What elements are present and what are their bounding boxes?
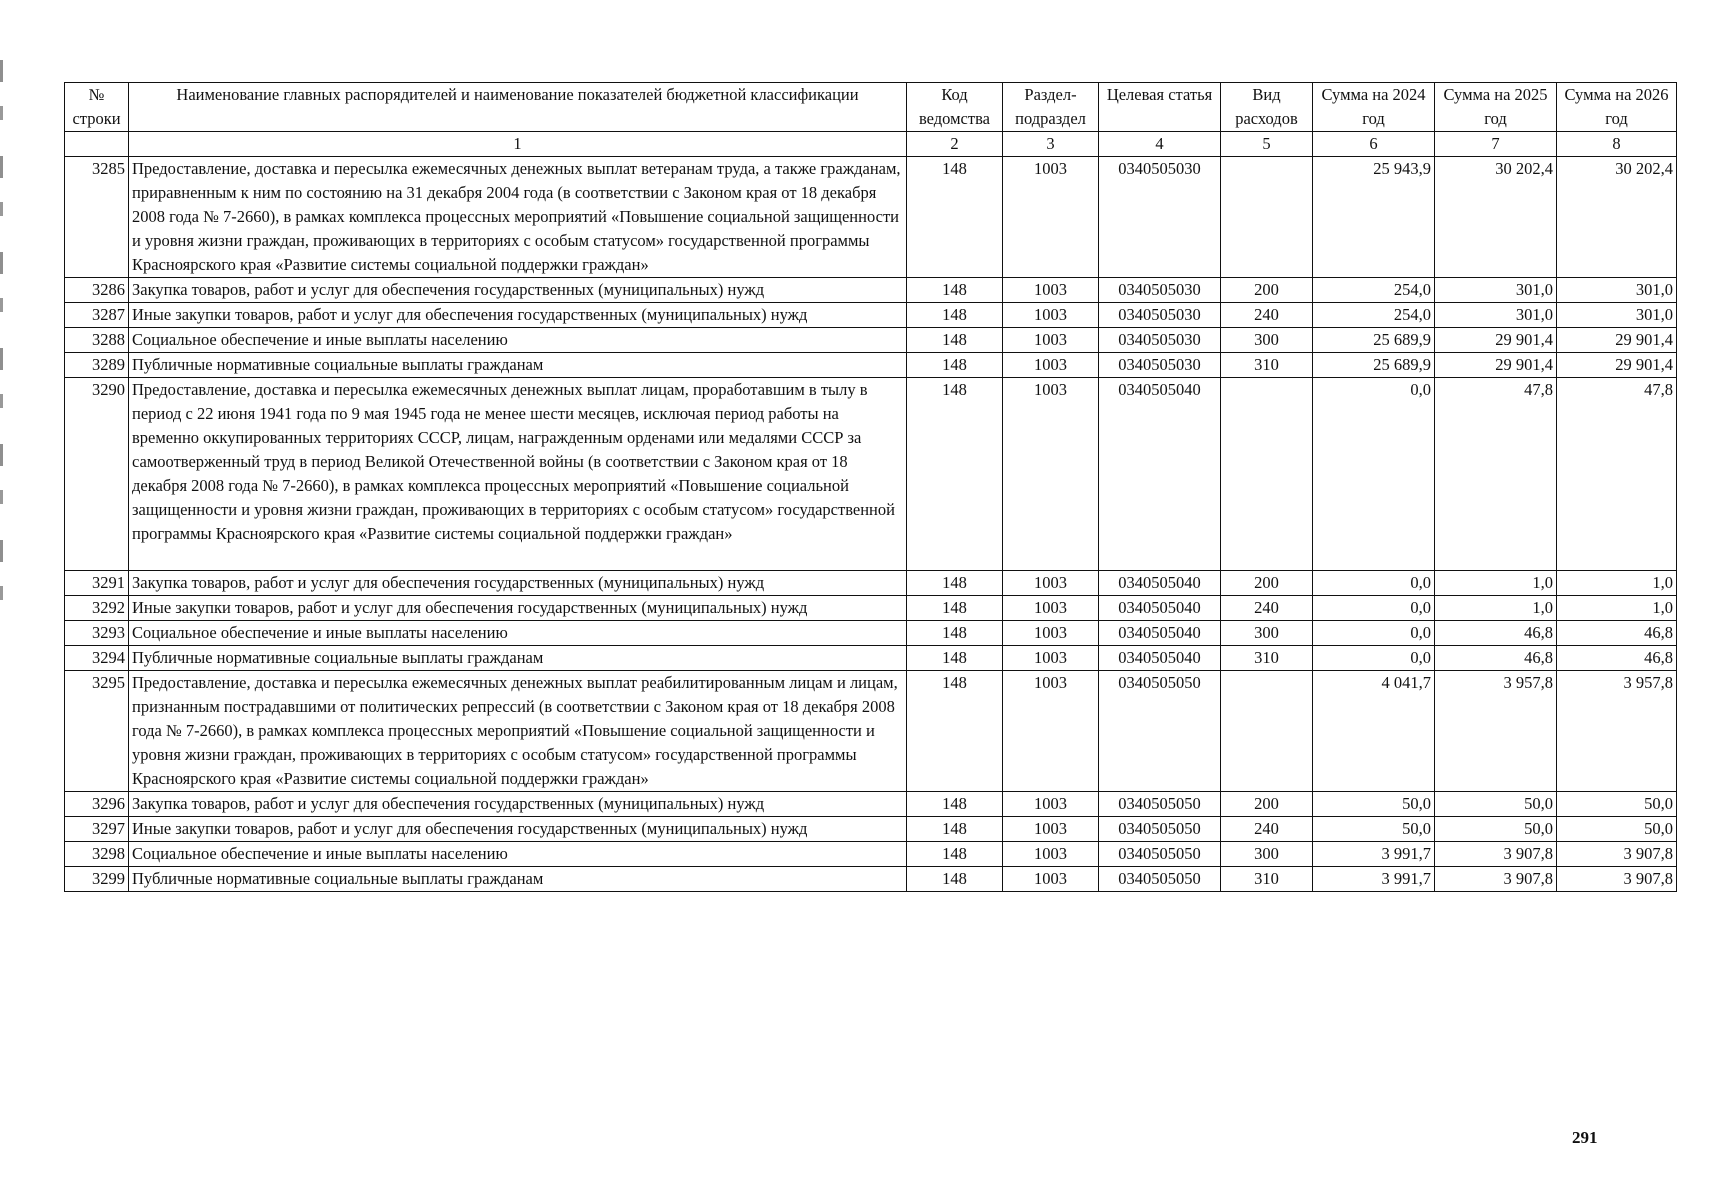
row-sum-2024: 25 943,9: [1313, 157, 1435, 278]
header-sum-2024: Сумма на 2024 год: [1313, 83, 1435, 132]
row-expense-type: [1221, 671, 1313, 792]
table-row: [65, 353, 1677, 378]
row-sum-2026: 46,8: [1557, 621, 1677, 646]
row-name: Предоставление, доставка и пересылка ежемесячных денежных выплат лицам, проработавшим в тылу в период с 22 июня 1941 года по 9 мая 1945 года не менее шести месяцев, исключая период работы на временно оккупированных территориях СССР, лицам, награжденным орденами или медалями СССР за самоотверженный труд в период Великой Отечественной войны (в соответствии с Законом края от 18 декабря 2008 года № 7-2660), в рамках комплекса процессных мероприятий «Повышение социальной защищенности и уровня жизни граждан, проживающих в территориях с особым статусом» государственной программы Красноярского края «Развитие системы социальной поддержки граждан»: [129, 378, 907, 571]
row-department-code: 148: [907, 842, 1003, 867]
row-target-article: 0340505030: [1099, 303, 1221, 328]
row-sum-2026: 29 901,4: [1557, 328, 1677, 353]
row-section: 1003: [1003, 328, 1099, 353]
row-sum-2026: 30 202,4: [1557, 157, 1677, 278]
table-row: [65, 842, 1677, 867]
row-department-code: 148: [907, 157, 1003, 278]
table-row: [65, 571, 1677, 596]
row-sum-2024: 0,0: [1313, 596, 1435, 621]
table-row: [65, 328, 1677, 353]
row-name: Иные закупки товаров, работ и услуг для обеспечения государственных (муниципальных) нужд: [129, 303, 907, 328]
row-section: 1003: [1003, 303, 1099, 328]
table-row: [65, 303, 1677, 328]
row-section: 1003: [1003, 621, 1099, 646]
row-target-article: 0340505030: [1099, 278, 1221, 303]
row-sum-2025: 50,0: [1435, 792, 1557, 817]
row-sum-2025: 29 901,4: [1435, 353, 1557, 378]
row-department-code: 148: [907, 303, 1003, 328]
row-sum-2024: 25 689,9: [1313, 328, 1435, 353]
row-sum-2026: 3 907,8: [1557, 867, 1677, 892]
row-number: 3293: [65, 621, 129, 646]
column-number: 3: [1003, 132, 1099, 157]
row-target-article: 0340505030: [1099, 353, 1221, 378]
row-name: Публичные нормативные социальные выплаты гражданам: [129, 646, 907, 671]
row-name: Закупка товаров, работ и услуг для обеспечения государственных (муниципальных) нужд: [129, 792, 907, 817]
table-row: [65, 621, 1677, 646]
row-department-code: 148: [907, 621, 1003, 646]
row-number: 3285: [65, 157, 129, 278]
table-header-row: [65, 83, 1677, 132]
row-sum-2025: 301,0: [1435, 278, 1557, 303]
row-sum-2026: 50,0: [1557, 792, 1677, 817]
column-number: 7: [1435, 132, 1557, 157]
table-row: [65, 157, 1677, 278]
row-expense-type: 310: [1221, 646, 1313, 671]
table-row: [65, 817, 1677, 842]
row-target-article: 0340505040: [1099, 571, 1221, 596]
table-row: [65, 671, 1677, 792]
row-department-code: 148: [907, 596, 1003, 621]
row-department-code: 148: [907, 328, 1003, 353]
row-name: Предоставление, доставка и пересылка ежемесячных денежных выплат реабилитированным лицам и лицам, признанным пострадавшими от политических репрессий (в соответствии с Законом края от 18 декабря 2008 года № 7-2660), в рамках комплекса процессных мероприятий «Повышение социальной защищенности и уровня жизни граждан, проживающих в территориях с особым статусом» государственной программы Красноярского края «Развитие системы социальной поддержки граждан»: [129, 671, 907, 792]
row-number: 3294: [65, 646, 129, 671]
row-expense-type: [1221, 378, 1313, 571]
row-number: 3290: [65, 378, 129, 571]
row-sum-2024: 50,0: [1313, 792, 1435, 817]
row-number: 3291: [65, 571, 129, 596]
budget-table: [64, 82, 1677, 892]
header-department-code: Код ведомства: [907, 83, 1003, 132]
row-sum-2024: 0,0: [1313, 378, 1435, 571]
row-sum-2026: 3 957,8: [1557, 671, 1677, 792]
row-sum-2025: 301,0: [1435, 303, 1557, 328]
row-number: 3297: [65, 817, 129, 842]
row-number: 3292: [65, 596, 129, 621]
column-number: 4: [1099, 132, 1221, 157]
header-sum-2026: Сумма на 2026 год: [1557, 83, 1677, 132]
row-target-article: 0340505050: [1099, 817, 1221, 842]
row-sum-2024: 25 689,9: [1313, 353, 1435, 378]
column-number: [65, 132, 129, 157]
row-department-code: 148: [907, 671, 1003, 792]
header-row-number: № строки: [65, 83, 129, 132]
row-expense-type: 240: [1221, 303, 1313, 328]
row-section: 1003: [1003, 671, 1099, 792]
row-expense-type: 240: [1221, 596, 1313, 621]
row-name: Публичные нормативные социальные выплаты гражданам: [129, 867, 907, 892]
row-target-article: 0340505050: [1099, 867, 1221, 892]
row-target-article: 0340505030: [1099, 328, 1221, 353]
row-sum-2025: 46,8: [1435, 621, 1557, 646]
header-sum-2025: Сумма на 2025 год: [1435, 83, 1557, 132]
row-sum-2024: 50,0: [1313, 817, 1435, 842]
row-target-article: 0340505040: [1099, 378, 1221, 571]
row-sum-2025: 29 901,4: [1435, 328, 1557, 353]
row-sum-2026: 50,0: [1557, 817, 1677, 842]
table-row: [65, 378, 1677, 571]
row-section: 1003: [1003, 842, 1099, 867]
row-department-code: 148: [907, 867, 1003, 892]
row-number: 3296: [65, 792, 129, 817]
row-sum-2024: 254,0: [1313, 278, 1435, 303]
row-number: 3289: [65, 353, 129, 378]
row-sum-2026: 301,0: [1557, 278, 1677, 303]
row-sum-2026: 1,0: [1557, 596, 1677, 621]
row-sum-2026: 301,0: [1557, 303, 1677, 328]
column-number: 2: [907, 132, 1003, 157]
row-department-code: 148: [907, 378, 1003, 571]
row-expense-type: 300: [1221, 621, 1313, 646]
row-number: 3295: [65, 671, 129, 792]
row-sum-2026: 29 901,4: [1557, 353, 1677, 378]
row-department-code: 148: [907, 278, 1003, 303]
row-department-code: 148: [907, 646, 1003, 671]
table-row: [65, 596, 1677, 621]
row-department-code: 148: [907, 792, 1003, 817]
row-sum-2025: 3 907,8: [1435, 842, 1557, 867]
row-name: Закупка товаров, работ и услуг для обеспечения государственных (муниципальных) нужд: [129, 571, 907, 596]
row-name: Публичные нормативные социальные выплаты гражданам: [129, 353, 907, 378]
row-expense-type: [1221, 157, 1313, 278]
row-target-article: 0340505050: [1099, 792, 1221, 817]
row-expense-type: 200: [1221, 571, 1313, 596]
row-expense-type: 310: [1221, 353, 1313, 378]
row-section: 1003: [1003, 378, 1099, 571]
row-sum-2025: 3 957,8: [1435, 671, 1557, 792]
row-expense-type: 310: [1221, 867, 1313, 892]
table-row: [65, 792, 1677, 817]
row-expense-type: 300: [1221, 328, 1313, 353]
row-sum-2026: 3 907,8: [1557, 842, 1677, 867]
row-section: 1003: [1003, 157, 1099, 278]
row-expense-type: 200: [1221, 278, 1313, 303]
row-target-article: 0340505030: [1099, 157, 1221, 278]
row-name: Закупка товаров, работ и услуг для обеспечения государственных (муниципальных) нужд: [129, 278, 907, 303]
row-name: Социальное обеспечение и иные выплаты населению: [129, 842, 907, 867]
table-row: [65, 867, 1677, 892]
header-expense-type: Вид расходов: [1221, 83, 1313, 132]
table-row: [65, 278, 1677, 303]
row-sum-2024: 4 041,7: [1313, 671, 1435, 792]
column-number: 1: [129, 132, 907, 157]
header-section: Раздел-подраздел: [1003, 83, 1099, 132]
row-sum-2024: 3 991,7: [1313, 842, 1435, 867]
row-expense-type: 300: [1221, 842, 1313, 867]
row-department-code: 148: [907, 571, 1003, 596]
row-number: 3299: [65, 867, 129, 892]
row-target-article: 0340505050: [1099, 842, 1221, 867]
row-number: 3286: [65, 278, 129, 303]
row-section: 1003: [1003, 867, 1099, 892]
row-sum-2024: 3 991,7: [1313, 867, 1435, 892]
row-target-article: 0340505040: [1099, 621, 1221, 646]
row-target-article: 0340505040: [1099, 646, 1221, 671]
row-section: 1003: [1003, 596, 1099, 621]
row-department-code: 148: [907, 353, 1003, 378]
row-target-article: 0340505050: [1099, 671, 1221, 792]
row-section: 1003: [1003, 646, 1099, 671]
row-sum-2025: 1,0: [1435, 596, 1557, 621]
row-sum-2025: 30 202,4: [1435, 157, 1557, 278]
row-section: 1003: [1003, 817, 1099, 842]
row-number: 3298: [65, 842, 129, 867]
row-name: Иные закупки товаров, работ и услуг для обеспечения государственных (муниципальных) нужд: [129, 596, 907, 621]
row-sum-2024: 0,0: [1313, 571, 1435, 596]
row-expense-type: 240: [1221, 817, 1313, 842]
header-target-article: Целевая статья: [1099, 83, 1221, 132]
row-section: 1003: [1003, 792, 1099, 817]
header-name: Наименование главных распорядителей и наименование показателей бюджетной классификации: [129, 83, 907, 132]
column-number-row: [65, 132, 1677, 157]
row-sum-2025: 47,8: [1435, 378, 1557, 571]
row-sum-2024: 0,0: [1313, 646, 1435, 671]
row-sum-2025: 1,0: [1435, 571, 1557, 596]
row-section: 1003: [1003, 278, 1099, 303]
row-section: 1003: [1003, 571, 1099, 596]
row-target-article: 0340505040: [1099, 596, 1221, 621]
row-sum-2025: 46,8: [1435, 646, 1557, 671]
row-section: 1003: [1003, 353, 1099, 378]
row-sum-2026: 47,8: [1557, 378, 1677, 571]
scan-edge-artifact: [0, 60, 3, 620]
column-number: 6: [1313, 132, 1435, 157]
row-sum-2025: 50,0: [1435, 817, 1557, 842]
row-name: Иные закупки товаров, работ и услуг для обеспечения государственных (муниципальных) нужд: [129, 817, 907, 842]
row-sum-2026: 1,0: [1557, 571, 1677, 596]
row-sum-2024: 254,0: [1313, 303, 1435, 328]
row-name: Социальное обеспечение и иные выплаты населению: [129, 621, 907, 646]
row-number: 3288: [65, 328, 129, 353]
row-expense-type: 200: [1221, 792, 1313, 817]
row-sum-2025: 3 907,8: [1435, 867, 1557, 892]
row-department-code: 148: [907, 817, 1003, 842]
row-name: Предоставление, доставка и пересылка ежемесячных денежных выплат ветеранам труда, а также гражданам, приравненным к ним по состоянию на 31 декабря 2004 года (в соответствии с Законом края от 18 декабря 2008 года № 7-2660), в рамках комплекса процессных мероприятий «Повышение социальной защищенности и уровня жизни граждан, проживающих в территориях с особым статусом» государственной программы Красноярского края «Развитие системы социальной поддержки граждан»: [129, 157, 907, 278]
column-number: 5: [1221, 132, 1313, 157]
row-number: 3287: [65, 303, 129, 328]
row-sum-2024: 0,0: [1313, 621, 1435, 646]
row-name: Социальное обеспечение и иные выплаты населению: [129, 328, 907, 353]
column-number: 8: [1557, 132, 1677, 157]
page-number: 291: [1572, 1128, 1598, 1147]
table-row: [65, 646, 1677, 671]
row-sum-2026: 46,8: [1557, 646, 1677, 671]
